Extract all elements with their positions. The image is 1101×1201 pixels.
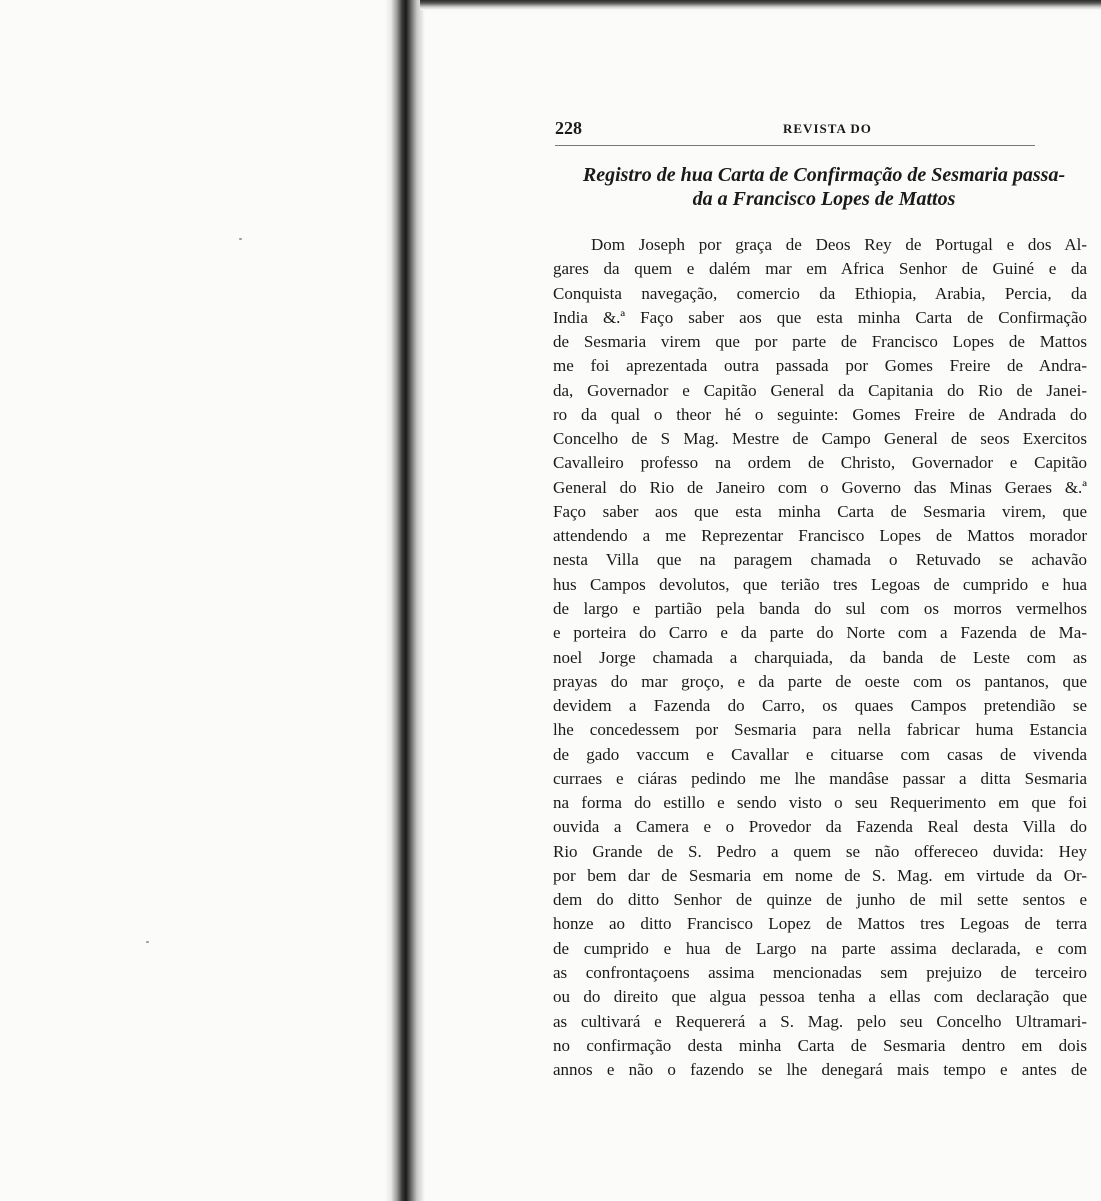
text-line: nesta Villa que na paragem chamada o Retuvado se achavão — [553, 550, 1087, 570]
text-line: Dom Joseph por graça de Deos Rey de Portugal e dos Al- — [591, 235, 1087, 254]
text-line: de cumprido e hua de Largo na parte assima declarada, e com — [553, 938, 1087, 958]
text-line: Faço saber aos que esta minha Carta de Sesmaria virem, que — [553, 501, 1087, 521]
title-line: Registro de hua Carta de Confirmação de Sesmaria passa- — [582, 164, 1066, 186]
text-line: General do Rio de Janeiro com o Governo das Minas Geraes &.ª — [553, 477, 1087, 497]
text-line: as cultivará e Requererá a S. Mag. pelo seu Concelho Ultramari- — [553, 1011, 1087, 1031]
title-line: da a Francisco Lopes de Mattos — [692, 188, 956, 210]
body-paragraph — [553, 233, 1087, 1082]
text-line: curraes e ciáras pedindo me lhe mandâse passar a ditta Sesmaria — [553, 768, 1087, 788]
text-line: prayas do mar groço, e da parte de oeste com os pantanos, que — [553, 671, 1087, 691]
text-line: ouvida a Camera e o Provedor da Fazenda Real desta Villa do — [553, 817, 1087, 837]
text-line: de Sesmaria virem que por parte de Francisco Lopes de Mattos — [553, 332, 1087, 352]
running-title: REVISTA DO — [783, 121, 872, 136]
header-rule — [555, 145, 1035, 146]
page-top-edge — [420, 0, 1101, 10]
text-line: da, Governador e Capitão General da Capitania do Rio de Janei- — [553, 380, 1087, 400]
text-line: de largo e partião pela banda do sul com os morros vermelhos — [553, 598, 1087, 618]
text-line: hus Campos devolutos, que terião tres Legoas de cumprido e hua — [553, 574, 1087, 594]
text-line: devidem a Fazenda do Carro, os quaes Campos pretendião se — [553, 696, 1087, 716]
text-line: lhe concedessem por Sesmaria para nella fabricar huma Estancia — [553, 720, 1087, 740]
text-line: e porteira do Carro e da parte do Norte com a Fazenda de Ma- — [553, 623, 1087, 643]
text-line: India &.ª Faço saber aos que esta minha Carta de Confirmação — [553, 307, 1087, 327]
text-line: ou do direito que algua pessoa tenha a ellas com declaração que — [553, 987, 1087, 1007]
text-line: ro da qual o theor hé o seguinte: Gomes Freire de Andrada do — [553, 404, 1087, 424]
text-line: de gado vaccum e Cavallar e cituarse com casas de vivenda — [553, 744, 1087, 764]
text-line: dem do ditto Senhor de quinze de junho de mil sette sentos e — [553, 890, 1087, 910]
text-line: na forma do estillo e sendo visto o seu Requerimento em que foi — [553, 793, 1087, 813]
document-title — [555, 163, 1093, 211]
text-line: Conquista navegação, comercio da Ethiopia, Arabia, Percia, da — [553, 283, 1087, 303]
scan-speck — [146, 941, 149, 943]
text-line: honze ao ditto Francisco Lopez de Mattos tres Legoas de terra — [553, 914, 1087, 934]
book-gutter — [385, 0, 425, 1201]
text-line: annos e não o fazendo se lhe denegará mais tempo e antes de — [553, 1060, 1087, 1080]
page-number: 228 — [555, 118, 582, 138]
text-line: no confirmação desta minha Carta de Sesmaria dentro em dois — [553, 1035, 1087, 1055]
text-line: por bem dar de Sesmaria em nome de S. Mag. em virtude da Or- — [553, 865, 1087, 885]
text-line: me foi aprezentada outra passada por Gomes Freire de Andra- — [553, 356, 1087, 376]
text-line: Concelho de S Mag. Mestre de Campo General de seos Exercitos — [553, 429, 1087, 449]
text-line: gares da quem e dalém mar em Africa Senhor de Guiné e da — [553, 259, 1087, 279]
text-line: Rio Grande de S. Pedro a quem se não offereceo duvida: Hey — [553, 841, 1087, 861]
text-line: as confrontaçoens assima mencionadas sem prejuizo de terceiro — [553, 962, 1087, 982]
text-line: Cavalleiro professo na ordem de Christo, Governador e Capitão — [553, 453, 1087, 473]
running-header — [555, 118, 1085, 144]
text-line: noel Jorge chamada a charquiada, da banda de Leste com as — [553, 647, 1087, 667]
scan-speck — [239, 238, 242, 240]
text-line: attendendo a me Reprezentar Francisco Lopes de Mattos morador — [553, 526, 1087, 546]
